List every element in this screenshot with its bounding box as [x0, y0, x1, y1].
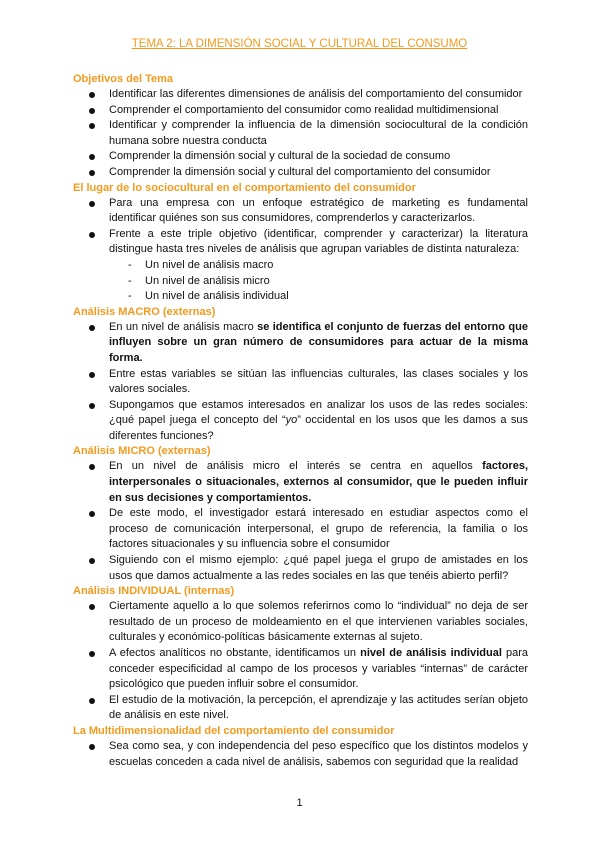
item-bold-text: se identifica el conjunto de fuerzas del entorno que influyen sobre un gran número de consumidores para actuar de la misma forma. [109, 320, 528, 364]
sublist-item: - Un nivel de análisis macro [73, 258, 528, 274]
list-item: Identificar las diferentes dimensiones de análisis del comportamiento del consumidor [73, 87, 528, 103]
list-item: Siguiendo con el mismo ejemplo: ¿qué papel juega el grupo de amistades en los usos que damos actualmente a las redes sociales en las que tenéis abierto perfil? [73, 553, 528, 584]
list-item: De este modo, el investigador estará interesado en estudiar aspectos como el proceso de comunicación interpersonal, el grupo de referencia, la familia o los factores situacionales y su influencia sobre el consumidor [73, 506, 528, 553]
list-item: Para una empresa con un enfoque estratégico de marketing es fundamental identificar quiénes son sus consumidores, comprenderlos y caracterizarlos. [73, 196, 528, 227]
list-item: Comprender el comportamiento del consumidor como realidad multidimensional [73, 103, 528, 119]
multidimensionalidad-list [73, 739, 528, 770]
list-item: Comprender la dimensión social y cultural de la sociedad de consumo [73, 149, 528, 165]
item-text: ” occidental en los usos que les damos a sus diferentes funciones? [109, 414, 528, 442]
objetivos-list [73, 87, 528, 181]
item-bold-text: nivel de análisis individual [360, 647, 502, 659]
macro-list [73, 320, 528, 445]
item-text: A efectos analíticos no obstante, identificamos un [109, 647, 361, 659]
list-item [73, 320, 528, 367]
list-item [73, 398, 528, 445]
page-number: 1 [296, 797, 303, 809]
section-heading-micro: Análisis MICRO (externas) [73, 445, 211, 458]
list-item: El estudio de la motivación, la percepción, el aprendizaje y las actitudes serían objeto de análisis en este nivel. [73, 693, 528, 724]
item-text: En un nivel de análisis macro [109, 320, 258, 333]
section-heading-objetivos: Objetivos del Tema [73, 73, 174, 85]
list-item: Frente a este triple objetivo (identificar, comprender y caracterizar) la literatura distingue hasta tres niveles de análisis que agrupan variables de distinta naturaleza: [73, 227, 528, 258]
document-body [73, 72, 528, 770]
item-text: para conceder especificidad al campo de los procesos y variables “internas” de carácter psicológico que pueden influir sobre el consumidor. [109, 647, 528, 691]
list-item: Entre estas variables se sitúan las influencias culturales, las clases sociales y los valores sociales. [73, 367, 528, 398]
item-text: Supongamos que estamos interesados en analizar los usos de las redes sociales: ¿qué papel juega el concepto del “ [109, 398, 528, 427]
sublist-item: - Un nivel de análisis individual [73, 289, 528, 305]
sublist-item: - Un nivel de análisis micro [73, 274, 528, 290]
list-item: Ciertamente aquello a lo que solemos referirnos como lo “individual” no deja de ser resultado de un proceso de moldeamiento en el que intervienen variables sociales, culturales y económico-políticas básicamente externas al sujeto. [73, 599, 528, 646]
item-italic-text: yo [285, 414, 298, 427]
list-item [73, 459, 528, 506]
list-item: Identificar y comprender la influencia de la dimensión sociocultural de la condición humana sobre nuestra conducta [73, 118, 528, 149]
list-item [73, 646, 528, 693]
section-heading-macro: Análisis MACRO (externas) [73, 305, 216, 318]
lugar-sociocultural-list [73, 196, 528, 258]
micro-list [73, 459, 528, 584]
section-heading-lugar-sociocultural: El lugar de lo sociocultural en el comportamiento del consumidor [73, 181, 416, 194]
individual-list [73, 599, 528, 724]
document-title: TEMA 2: LA DIMENSIÓN SOCIAL Y CULTURAL DEL CONSUMO [131, 38, 468, 50]
item-text: En un nivel de análisis micro el interés se centra en aquellos [109, 460, 483, 473]
section-heading-multidimensionalidad: La Multidimensionalidad del comportamiento del consumidor [73, 724, 395, 737]
niveles-analisis-sublist [73, 258, 528, 305]
list-item: Comprender la dimensión social y cultural del comportamiento del consumidor [73, 165, 528, 181]
section-heading-individual: Análisis INDIVIDUAL (internas) [73, 585, 235, 598]
list-item: Sea como sea, y con independencia del peso específico que los distintos modelos y escuelas conceden a cada nivel de análisis, sabemos con seguridad que la realidad [73, 739, 528, 770]
item-bold-text: factores, interpersonales o situacionales, externos al consumidor, que le pueden influir en sus decisiones y comportamientos. [109, 460, 528, 504]
